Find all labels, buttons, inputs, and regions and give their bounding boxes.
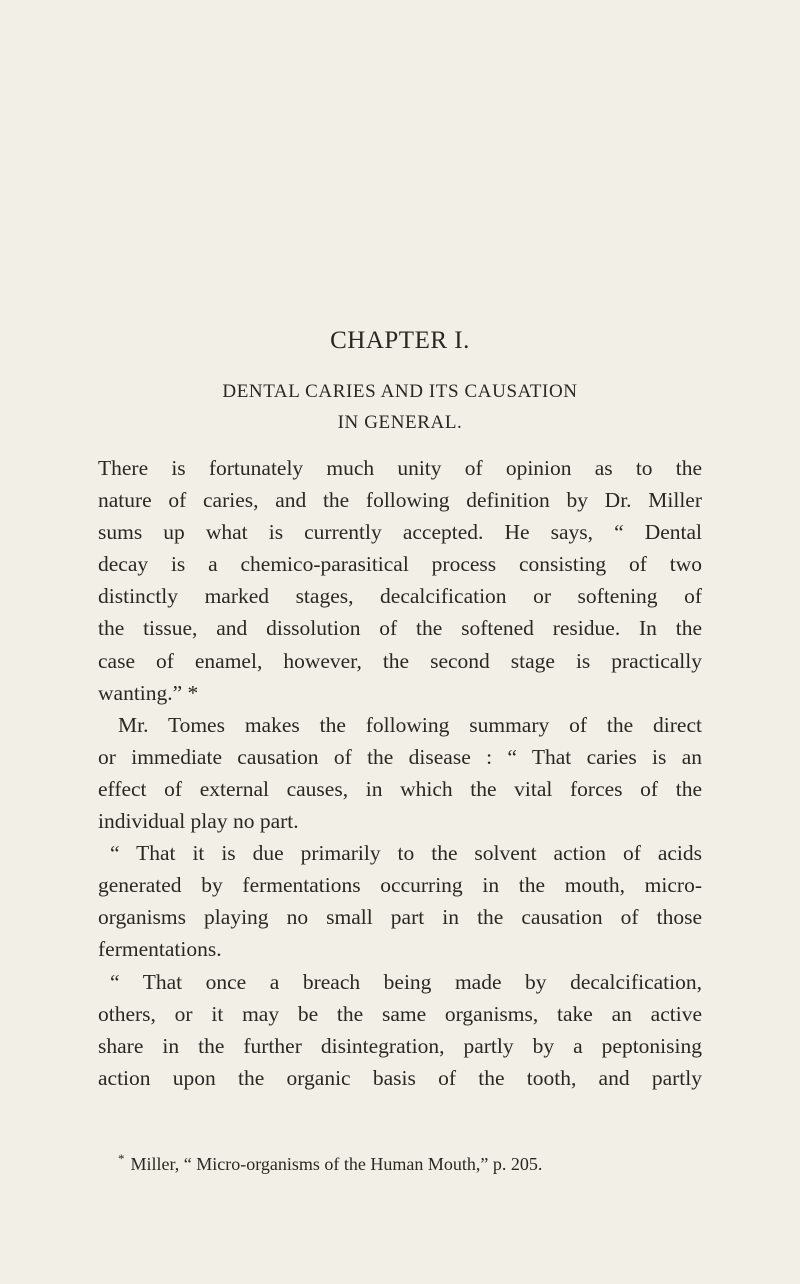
body-line: others, or it may be the same organisms, take an active xyxy=(98,1001,702,1026)
body-line: the tissue, and dissolution of the softened residue. In the xyxy=(98,616,702,641)
footnote-marker: * xyxy=(118,1151,125,1166)
chapter-title-line-2: IN GENERAL. xyxy=(337,412,463,433)
body-line: distinctly marked stages, decalcification or softening of xyxy=(98,584,702,609)
body-line: individual play no part. xyxy=(98,809,299,834)
body-line: or immediate causation of the disease : “ That caries is an xyxy=(98,744,702,769)
body-line: nature of caries, and the following definition by Dr. Miller xyxy=(98,488,702,513)
body-line: sums up what is currently accepted. He says, “ Dental xyxy=(98,520,702,545)
body-line: case of enamel, however, the second stage is practically xyxy=(98,648,702,673)
body-line: organisms playing no small part in the causation of those xyxy=(98,905,702,930)
body-line: action upon the organic basis of the tooth, and partly xyxy=(98,1065,702,1090)
body-line: share in the further disintegration, partly by a peptonising xyxy=(98,1033,702,1058)
body-line: fermentations. xyxy=(98,937,222,962)
body-line: There is fortunately much unity of opinion as to the xyxy=(98,456,702,480)
body-line: effect of external causes, in which the vital forces of the xyxy=(98,776,702,801)
chapter-heading: CHAPTER I. xyxy=(330,327,470,354)
body-line: “ That once a breach being made by decalcification, xyxy=(110,969,702,994)
body-line: “ That it is due primarily to the solvent action of acids xyxy=(110,841,702,866)
footnote xyxy=(118,1148,718,1175)
body-line: generated by fermentations occurring in the mouth, micro- xyxy=(98,873,702,898)
body-line: Mr. Tomes makes the following summary of the direct xyxy=(118,712,702,737)
body-text xyxy=(98,452,702,1094)
body-line: wanting.” * xyxy=(98,680,199,705)
body-line: decay is a chemico-parasitical process consisting of two xyxy=(98,552,702,577)
footnote-text: Miller, “ Micro-organisms of the Human Mouth,” p. 205. xyxy=(130,1154,543,1174)
chapter-title-line-1: DENTAL CARIES AND ITS CAUSATION xyxy=(222,381,578,402)
